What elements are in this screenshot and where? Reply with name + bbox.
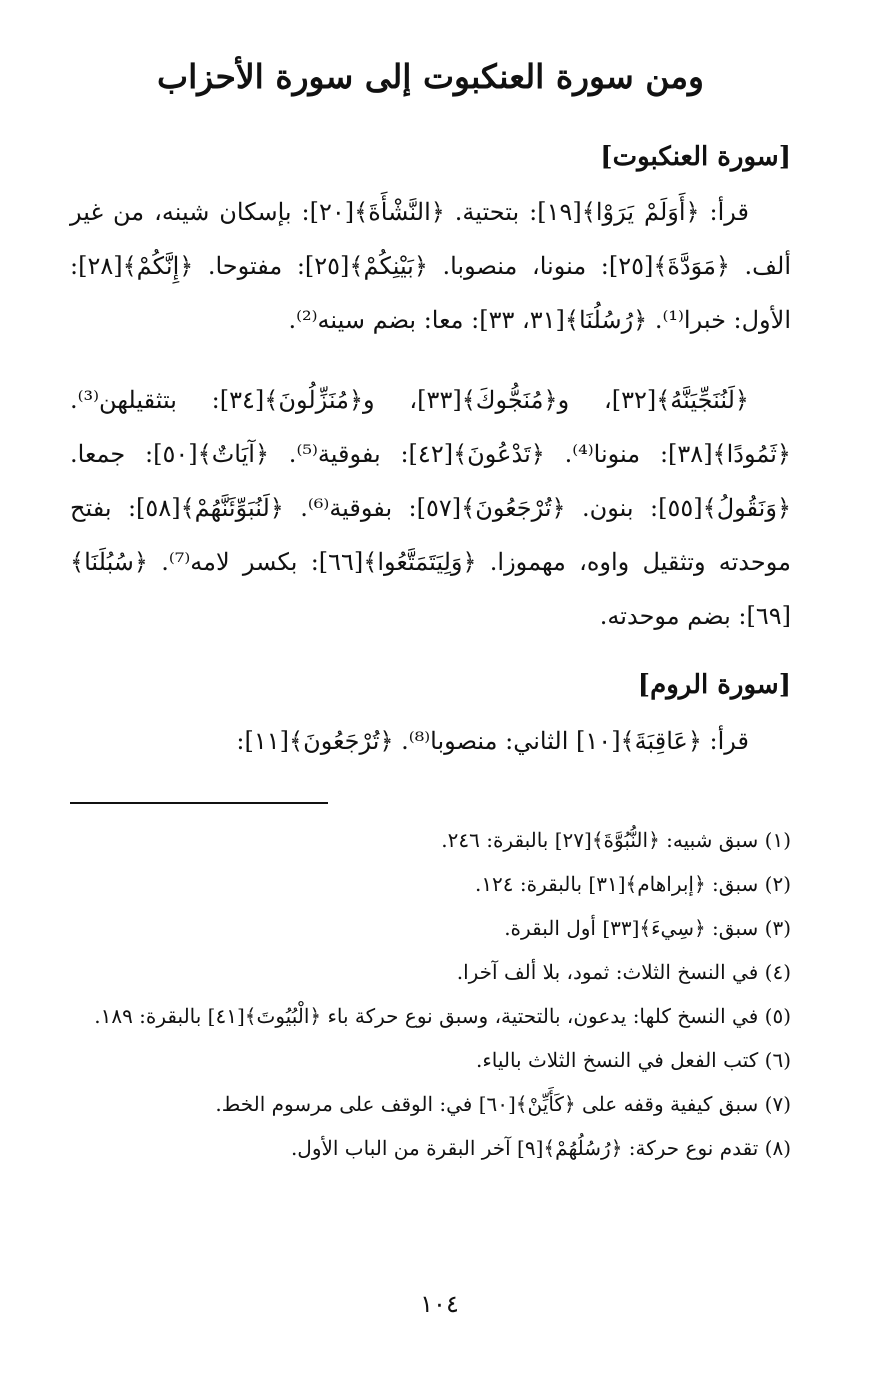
footnote-divider [70, 802, 328, 804]
footnote: (٤) في النسخ الثلاث: ثمود، بلا ألف آخرا. [456, 959, 791, 984]
section-heading: [سورة الروم] [637, 670, 791, 701]
paragraph: قرأ: ﴿عَاقِبَةَ﴾[١٠] الثاني: منصوبا⁽⁸⁾. ﴿تُرْجَعُونَ﴾[١١]: [236, 726, 749, 755]
footnote: (٨) تقدم نوع حركة: ﴿رُسُلُهُمْ﴾[٩] آخر البقرة من الباب الأول. [290, 1135, 791, 1160]
paragraph: قرأ: ﴿أَوَلَمْ يَرَوْا﴾[١٩]: بتحتية. ﴿النَّشْأَةَ﴾[٢٠]: بإسكان شينه، من غير ألف. ﴿مَوَدَّةَ﴾[٢٥]: منونا، منصوبا. ﴿بَيْنِكُمْ﴾[٢٥]: مفتوحا. ﴿إِنَّكُمْ﴾[٢٨]: الأول: خبرا⁽¹⁾. ﴿رُسُلُنَا﴾[٣١، ٣٣]: معا: بضم سينه⁽²⁾. [70, 198, 791, 335]
footnote: (٧) سبق كيفية وقفه على ﴿كَأَيِّنْ﴾[٦٠] في: الوقف على مرسوم الخط. [215, 1091, 791, 1116]
footnote: (٦) كتب الفعل في النسخ الثلاث بالياء. [475, 1047, 791, 1072]
footnotes [70, 818, 791, 1170]
footnote: (١) سبق شبيه: ﴿النُّبُوَّةَ﴾[٢٧] بالبقرة: ٢٤٦. [441, 827, 791, 852]
section-heading: [سورة العنكبوت] [600, 141, 791, 172]
footnote: (٣) سبق: ﴿سِيءَ﴾[٣٣] أول البقرة. [504, 915, 791, 940]
footnote: (٥) في النسخ كلها: يدعون، بالتحتية، وسبق نوع حركة باء ﴿الْبُيُوتَ﴾[٤١] بالبقرة: ١٨٩. [94, 1003, 791, 1028]
section-ankabut [70, 139, 791, 643]
paragraph: ﴿لَنُنَجِّيَنَّهُ﴾[٣٢]، و﴿مُنَجُّوكَ﴾[٣٣]، و﴿مُنَزِّلُونَ﴾[٣٤]: بتثقيلهن⁽³⁾. ﴿ثَمُودًا﴾[٣٨]: منونا⁽⁴⁾. ﴿تَدْعُونَ﴾[٤٢]: بفوقية⁽⁵⁾. ﴿آيَاتٌ﴾[٥٠]: جمعا. ﴿وَنَقُولُ﴾[٥٥]: بنون. ﴿تُرْجَعُونَ﴾[٥٧]: بفوقية⁽⁶⁾. ﴿لَنُبَوِّئَنَّهُمْ﴾[٥٨]: بفتح موحدته وتثقيل واوه، مهموزا. ﴿وَلِيَتَمَتَّعُوا﴾[٦٦]: بكسر لامه⁽⁷⁾. ﴿سُبُلَنَا﴾[٦٩]: بضم موحدته. [70, 386, 791, 631]
chapter-title: ومن سورة العنكبوت إلى سورة الأحزاب [157, 57, 704, 96]
page-number: ١٠٤ [420, 1290, 459, 1318]
section-rum [70, 667, 791, 767]
footnote: (٢) سبق: ﴿إبراهام﴾[٣١] بالبقرة: ١٢٤. [474, 871, 791, 896]
